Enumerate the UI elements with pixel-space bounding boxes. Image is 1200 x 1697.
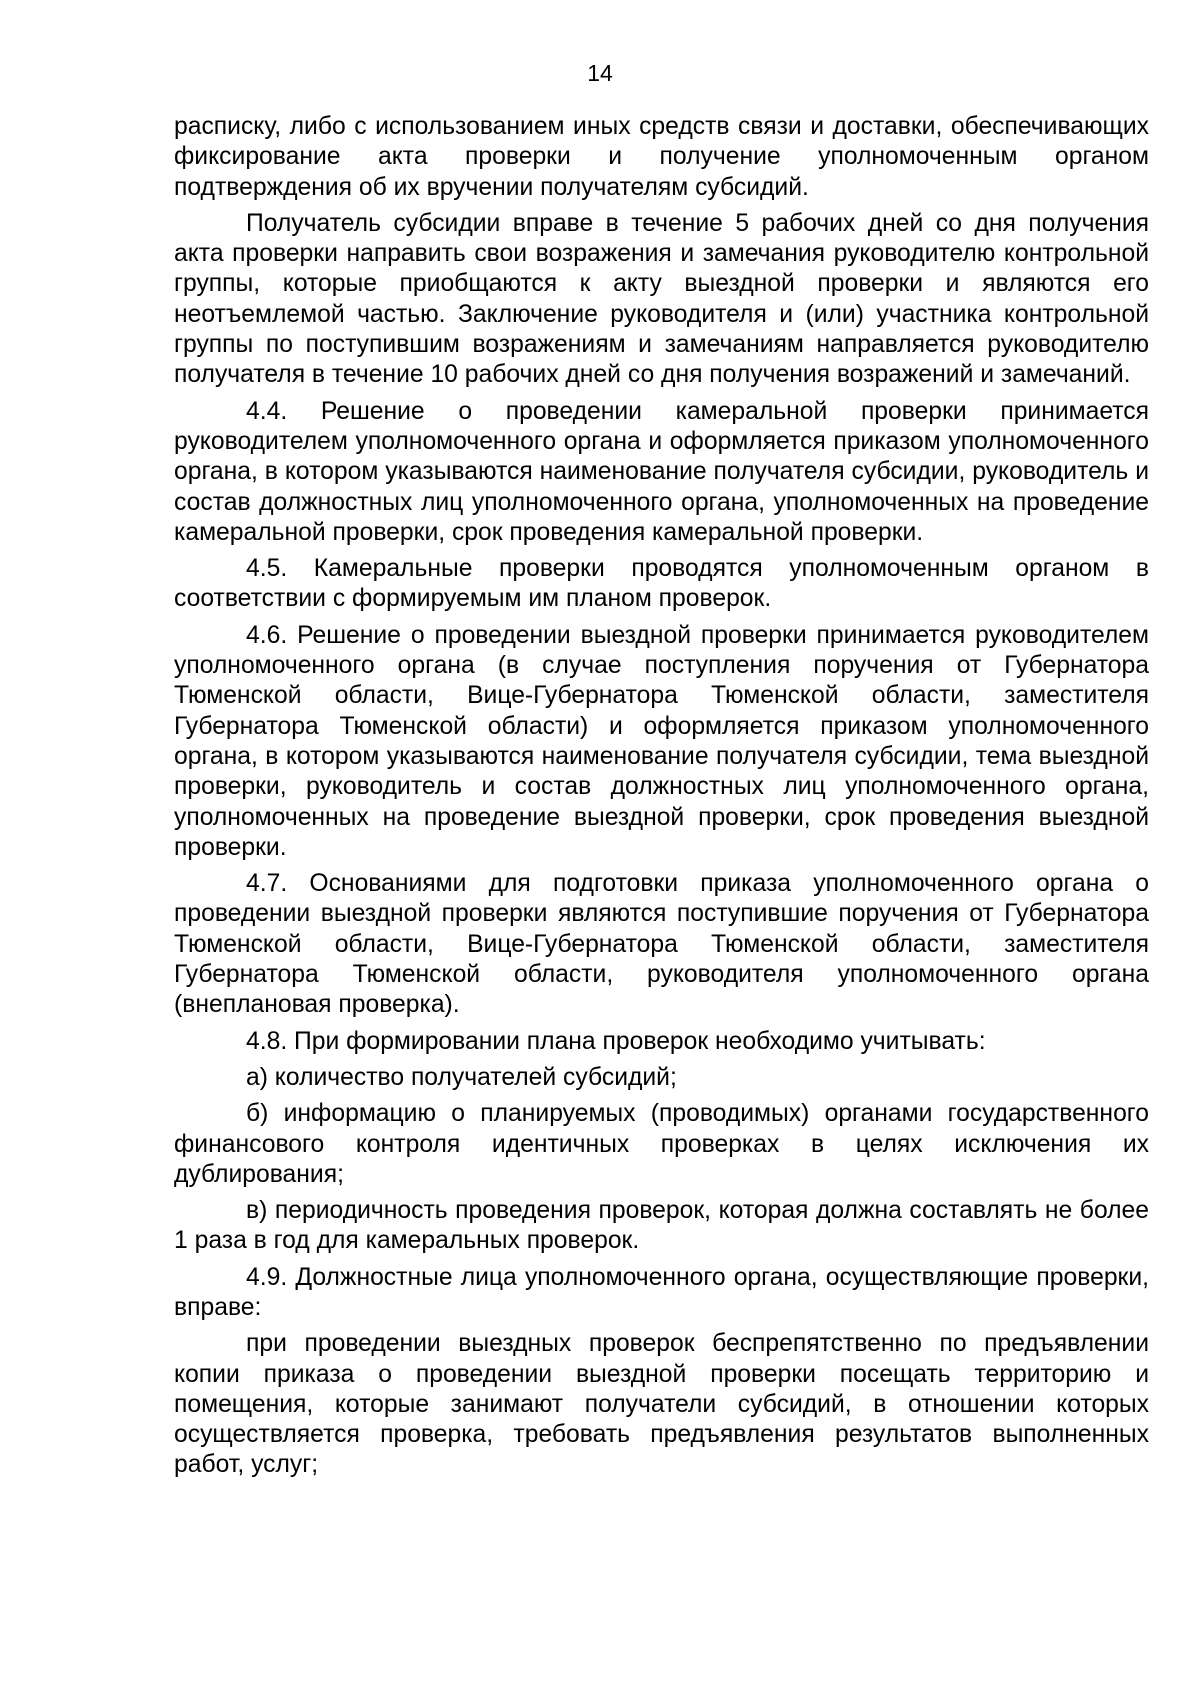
page-number: 14 <box>587 60 613 86</box>
paragraph-4-7: 4.7. Основаниями для подготовки приказа уполномоченного органа о проведении выездной проверки являются поступившие поручения от Губернатора Тюменской области, Вице-Губернатора Тюменской области, заместителя Губернатора Тюменской области, руководителя уполномоченного органа (внеплановая проверка). <box>174 870 1149 1019</box>
paragraph-4-8-b: б) информацию о планируемых (проводимых) органами государственного финансового контроля идентичных проверках в целях исключения их дублирования; <box>174 1100 1149 1188</box>
paragraph-4-8: 4.8. При формировании плана проверок необходимо учитывать: <box>246 1027 986 1055</box>
paragraph-objections: Получатель субсидии вправе в течение 5 рабочих дней со дня получения акта проверки направить свои возражения и замечания руководителю контрольной группы, которые приобщаются к акту выездной проверки и являются его неотъемлемой частью. Заключение руководителя и (или) участника контрольной группы по поступившим возражениям и замечаниям направляется руководителю получателя в течение 10 рабочих дней со дня получения возражений и замечаний. <box>174 209 1149 389</box>
paragraph-4-4: 4.4. Решение о проведении камеральной проверки принимается руководителем уполномоченного органа и оформляется приказом уполномоченного органа, в котором указываются наименование получателя субсидии, руководитель и состав должностных лиц уполномоченного органа, уполномоченных на проведение камеральной проверки, срок проведения камеральной проверки. <box>174 397 1149 546</box>
paragraph-4-8-v: в) периодичность проведения проверок, которая должна составлять не более 1 раза в год для камеральных проверок. <box>174 1197 1149 1255</box>
paragraph-4-9-rights: при проведении выездных проверок беспрепятственно по предъявлении копии приказа о проведении выездной проверки посещать территорию и помещения, которые занимают получатели субсидий, в отношении которых осуществляется проверка, требовать предъявления результатов выполненных работ, услуг; <box>174 1330 1149 1479</box>
document-body <box>174 112 1149 1487</box>
paragraph-4-5: 4.5. Камеральные проверки проводятся уполномоченным органом в соответствии с формируемым им планом проверок. <box>174 555 1149 613</box>
paragraph-4-9: 4.9. Должностные лица уполномоченного органа, осуществляющие проверки, вправе: <box>174 1263 1149 1321</box>
paragraph-continuation: расписку, либо с использованием иных средств связи и доставки, обеспечивающих фиксирование акта проверки и получение уполномоченным органом подтверждения об их вручении получателям субсидий. <box>174 113 1149 201</box>
paragraph-4-8-a: а) количество получателей субсидий; <box>246 1063 677 1091</box>
paragraph-4-6: 4.6. Решение о проведении выездной проверки принимается руководителем уполномоченного органа (в случае поступления поручения от Губернатора Тюменской области, Вице-Губернатора Тюменской области, заместителя Губернатора Тюменской области) и оформляется приказом уполномоченного органа, в котором указываются наименование получателя субсидии, тема выездной проверки, руководитель и состав должностных лиц уполномоченного органа, уполномоченных на проведение выездной проверки, срок проведения выездной проверки. <box>174 621 1149 861</box>
